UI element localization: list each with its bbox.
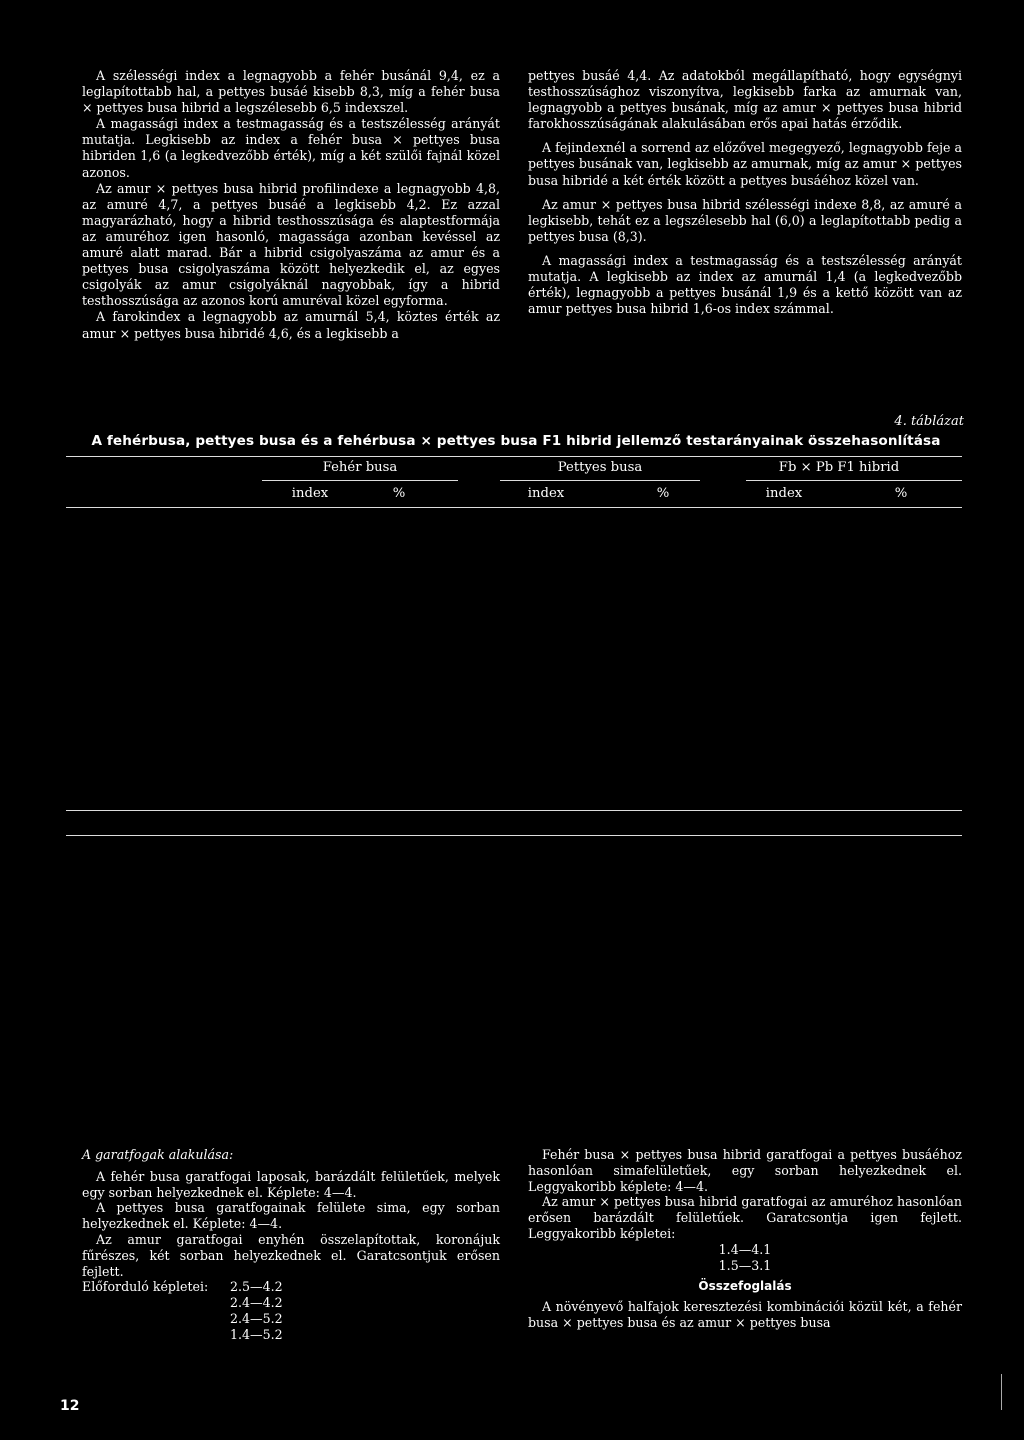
table-sub-header: %: [894, 486, 908, 501]
paragraph: Az amur × pettyes busa hibrid garatfogai az amuréhoz hasonlóan erősen barázdált felületűek. Garatcsontja igen fejlett. Leggyakoribb képletei:: [528, 1194, 962, 1241]
bottom-left-column: [82, 1147, 500, 1343]
table-sub-header: index: [527, 486, 565, 501]
table-group-header: Fb × Pb F1 hibrid: [778, 460, 900, 475]
formula: 1.4—4.1: [718, 1241, 772, 1257]
formula-label: Előforduló képletei:: [82, 1279, 209, 1295]
table-rule-groups: [262, 480, 458, 481]
top-left-column: [82, 68, 500, 342]
formula-row: [82, 1311, 500, 1327]
table-rule-bottom: [66, 835, 962, 836]
table-number: 4. táblázat: [894, 414, 964, 429]
paragraph: A növényevő halfajok keresztezési kombinációi közül két, a fehér busa × pettyes busa és az amur × pettyes busa: [528, 1299, 962, 1330]
table-sub-header: index: [291, 486, 329, 501]
formula: 1.4—5.2: [230, 1326, 283, 1342]
formula-row: [82, 1327, 500, 1343]
paragraph: Az amur garatfogai enyhén összelapítottak, koronájuk fűrészes, két sorban helyezkednek el. Garatcsontjuk erősen fejlett.: [82, 1231, 500, 1279]
paragraph: A szélességi index a legnagyobb a fehér busánál 9,4, ez a leglapítottabb hal, a pettyes busáé kisebb 8,3, míg a fehér busa × pettyes busa hibrid a legszélesebb 6,5 indexszel.: [82, 68, 500, 116]
formula-row: [82, 1279, 500, 1295]
table-group-header: Fehér busa: [322, 460, 398, 475]
table-rule-header-bottom: [66, 507, 962, 508]
paragraph: Az amur × pettyes busa hibrid profilindexe a legnagyobb 4,8, az amuré 4,7, a pettyes busáé a legkisebb 4,2. Ez azzal magyarázható, hogy a hibrid testhosszúsága és alaptestformája az amuréhoz igen hasonló, magassága azonban kevéssel az amuré alatt marad. Bár a hibrid csigolyaszáma az amur és a pettyes busa csigolyaszáma között helyezkedik el, az egyes csigolyák az amur csigolyáknál nagyobbak, így a hibrid testhosszúsága az azonos korú amuréval közel egyforma.: [82, 180, 500, 309]
paragraph: A fehér busa garatfogai laposak, barázdált felületűek, melyek egy sorban helyezkednek el. Képlete: 4—4.: [82, 1168, 500, 1200]
scan-edge-line: [1001, 1374, 1002, 1410]
table-sub-header: index: [765, 486, 803, 501]
paragraph: Fehér busa × pettyes busa hibrid garatfogai a pettyes busáéhoz hasonlóan simafelületűek, egy sorban helyezkednek el. Leggyakoribb képlete: 4—4.: [528, 1147, 962, 1194]
formula: 2.4—4.2: [230, 1295, 283, 1311]
table-sub-header: %: [656, 486, 670, 501]
section-title: A garatfogak alakulása:: [82, 1147, 234, 1162]
paragraph: A magassági index a testmagasság és a testszélesség arányát mutatja. A legkisebb az index az amurnál 1,4 (a legkedvezőbb érték), legnagyobb a pettyes busánál 1,9 és a kettő között van az amur pettyes busa hibrid 1,6-os index számmal.: [528, 252, 962, 317]
table-rule-groups: [500, 480, 700, 481]
formula: 1.5—3.1: [718, 1257, 772, 1273]
table-group-header: Pettyes busa: [557, 460, 643, 475]
formula: 2.4—5.2: [230, 1310, 283, 1326]
table-title: A fehérbusa, pettyes busa és a fehérbusa × pettyes busa F1 hibrid jellemző testarányainak összehasonlítása: [91, 433, 941, 449]
formula: 2.5—4.2: [230, 1279, 283, 1295]
table-rule-bottom: [66, 810, 962, 811]
summary-heading: Összefoglalás: [698, 1279, 792, 1294]
formula-row: [82, 1295, 500, 1311]
paragraph: pettyes busáé 4,4. Az adatokból megállapítható, hogy egységnyi testhosszúsághoz viszonyítva, legkisebb farka az amurnak van, legnagyobb a pettyes busának, míg az amur × pettyes busa hibrid farokhosszúságának alakulásában erős apai hatás érződik.: [528, 68, 962, 132]
table-rule-top: [66, 456, 962, 457]
table-sub-header: %: [392, 486, 406, 501]
paragraph: A fejindexnél a sorrend az előzővel megegyező, legnagyobb feje a pettyes busának van, legkisebb az amurnak, míg az amur × pettyes busa hibridé a két érték között a pettyes busáéhoz közel van.: [528, 140, 962, 188]
top-right-column: [528, 68, 962, 325]
table-rule-groups: [746, 480, 962, 481]
paragraph: Az amur × pettyes busa hibrid szélességi indexe 8,8, az amuré a legkisebb, tehát ez a legszélesebb hal (6,0) a leglapítottabb pedig a pettyes busa (8,3).: [528, 196, 962, 244]
page-number: 12: [60, 1398, 80, 1414]
paragraph: A pettyes busa garatfogainak felülete sima, egy sorban helyezkednek el. Képlete: 4—4.: [82, 1200, 500, 1232]
paragraph: A farokindex a legnagyobb az amurnál 5,4, köztes érték az amur × pettyes busa hibridé 4,6, és a legkisebb a: [82, 309, 500, 341]
paragraph: A magassági index a testmagasság és a testszélesség arányát mutatja. Legkisebb az index a fehér busa × pettyes busa hibriden 1,6 (a legkedvezőbb érték), míg a két szülői fajnál közel azonos.: [82, 116, 500, 180]
bottom-right-column: [528, 1147, 962, 1331]
